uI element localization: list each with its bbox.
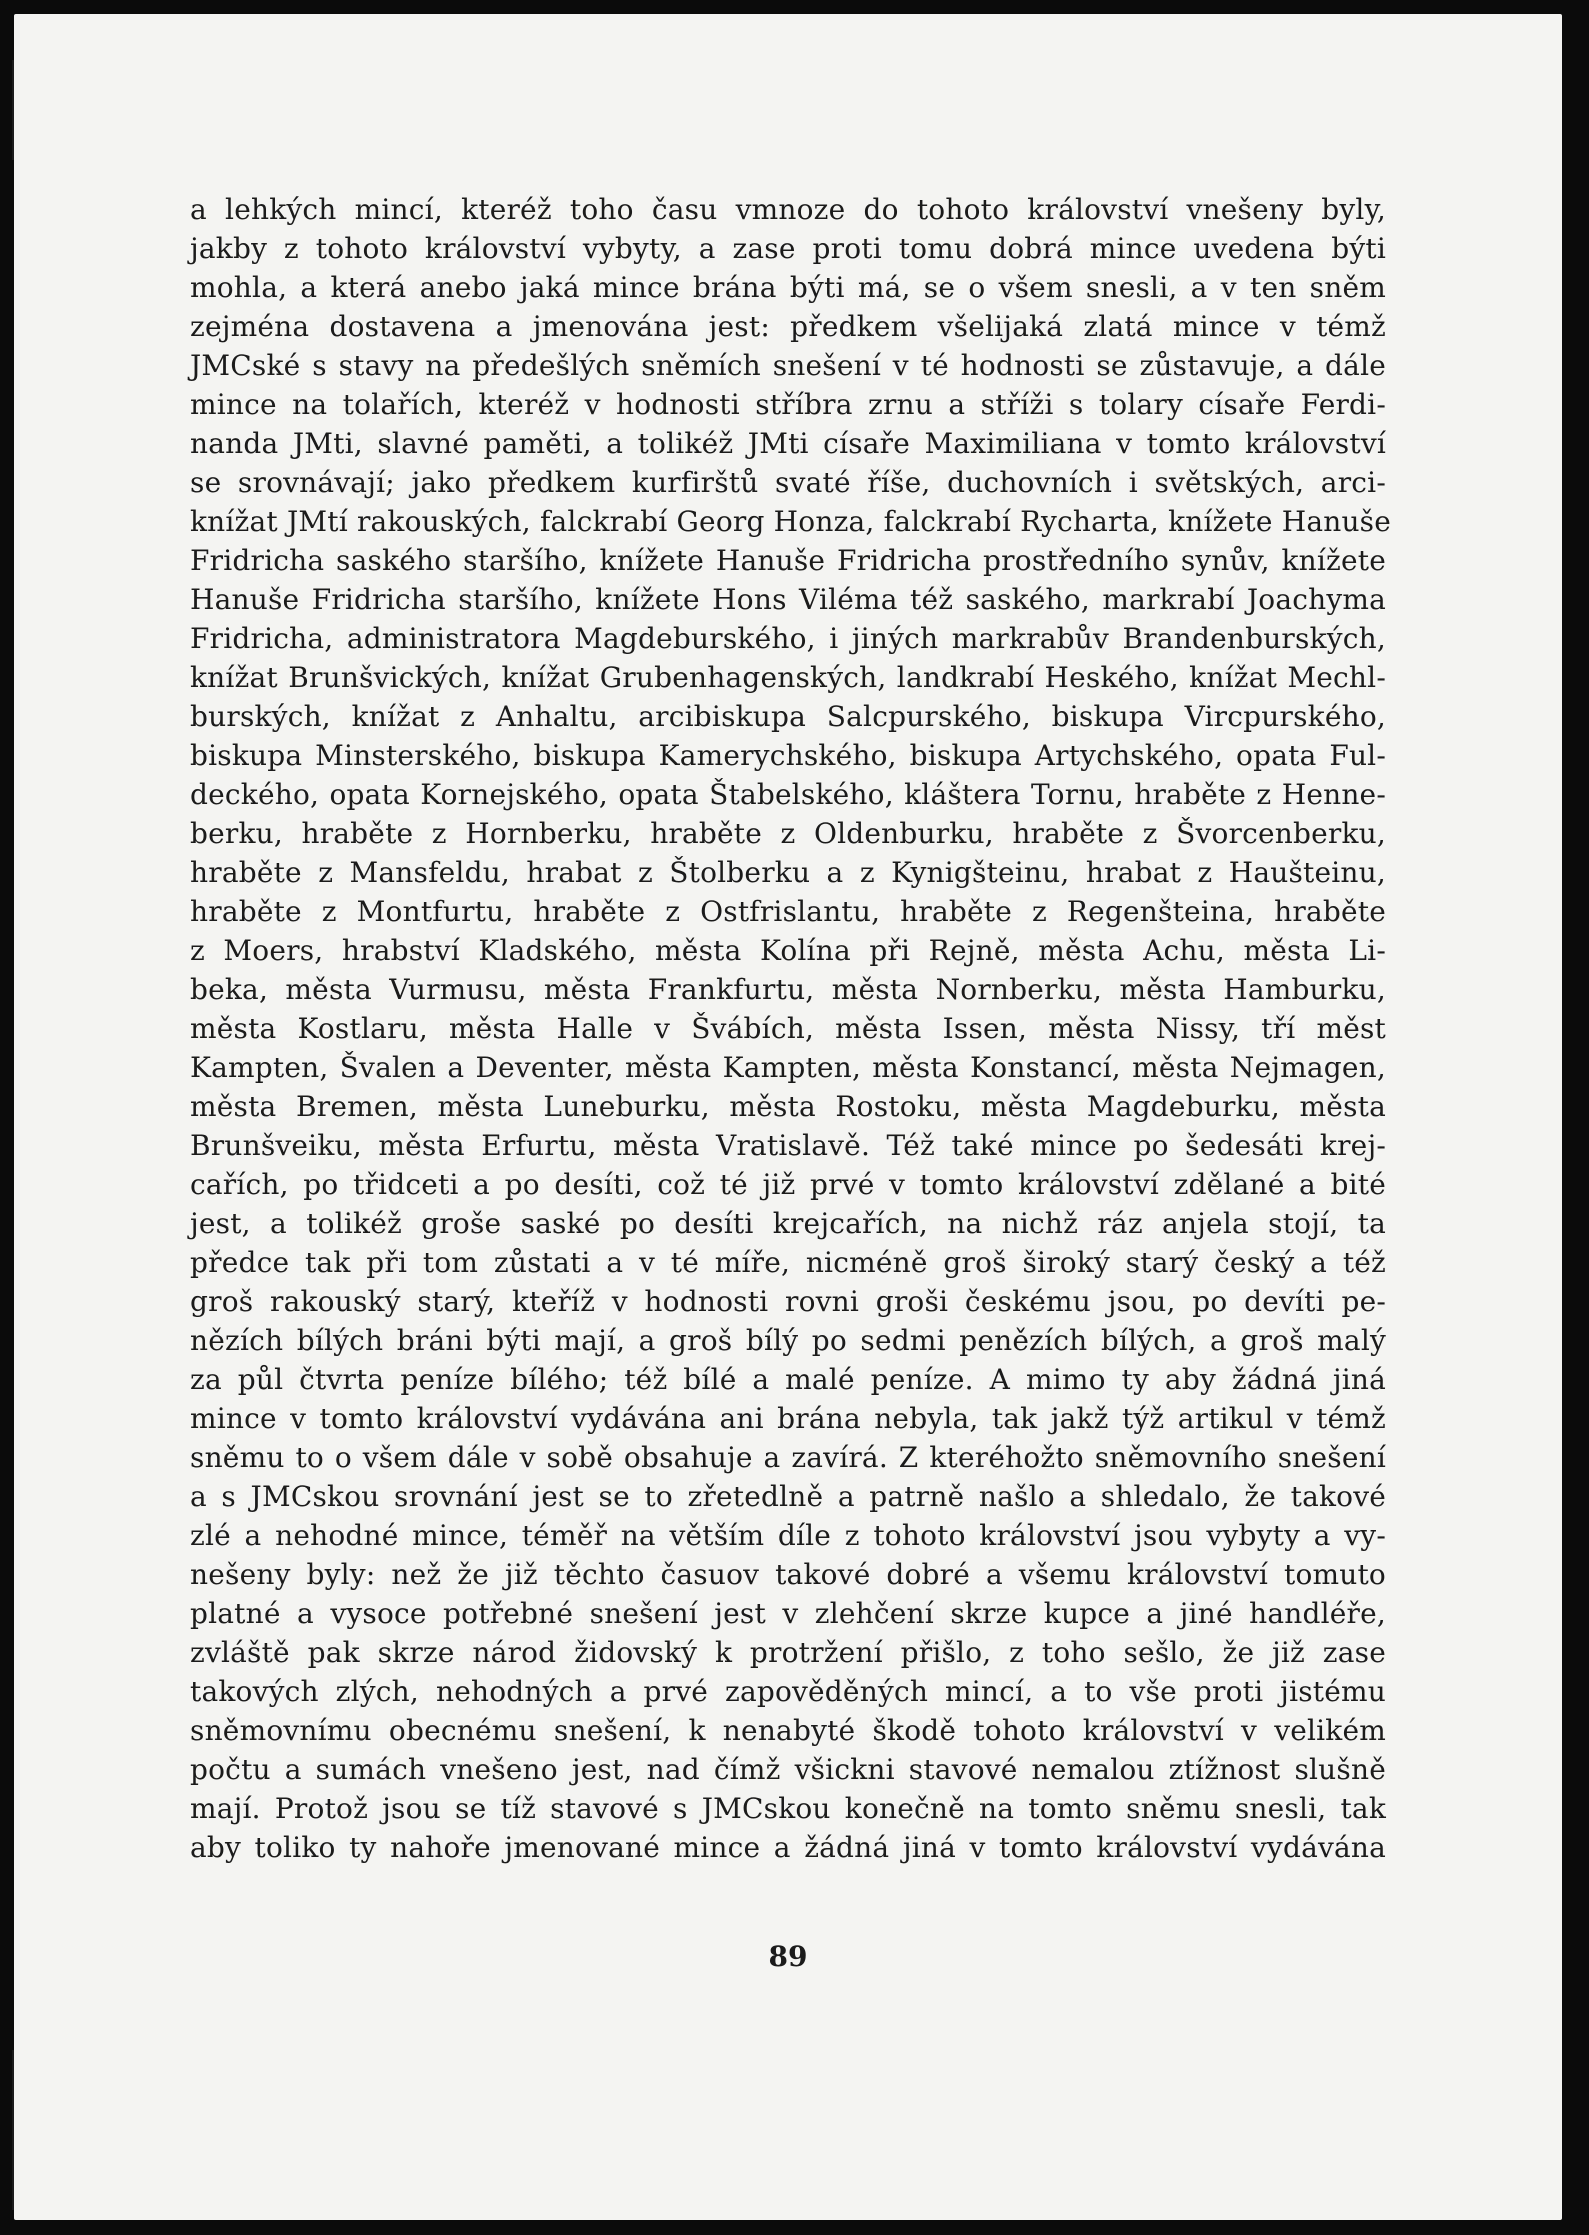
text-line: Kampten, Švalen a Deventer, města Kampten, města Konstancí, města Nejmagen, — [190, 1051, 1386, 1084]
text-line: knížat Brunšvických, knížat Grubenhagenských, landkrabí Heského, knížat Mechl- — [190, 661, 1386, 694]
text-line: předce tak při tom zůstati a v té míře, nicméně groš široký starý český a též — [190, 1246, 1386, 1279]
text-line: jakby z tohoto království vybyty, a zase proti tomu dobrá mince uvedena býti — [190, 232, 1386, 265]
text-line: za půl čtvrta peníze bílého; též bílé a malé peníze. A mimo ty aby žádná jiná — [190, 1363, 1386, 1396]
text-line: beka, města Vurmusu, města Frankfurtu, města Nornberku, města Hamburku, — [190, 973, 1386, 1006]
text-line: mince v tomto království vydávána ani brána nebyla, tak jakž týž artikul v témž — [190, 1402, 1386, 1435]
book-page — [14, 14, 1562, 2220]
text-line: počtu a sumách vnešeno jest, nad čímž všickni stavové nemalou ztížnost slušně — [190, 1753, 1386, 1786]
text-line: burských, knížat z Anhaltu, arcibiskupa Salcpurského, biskupa Vircpurského, — [190, 700, 1386, 733]
text-line: aby toliko ty nahoře jmenované mince a žádná jiná v tomto království vydávána — [190, 1831, 1386, 1864]
text-line: mohla, a která anebo jaká mince brána býti má, se o všem snesli, a v ten sněm — [190, 271, 1386, 304]
text-line: se srovnávají; jako předkem kurfirštů svaté říše, duchovních i světských, arci- — [190, 466, 1386, 499]
text-line: hraběte z Mansfeldu, hrabat z Štolberku a z Kynigšteinu, hrabat z Haušteinu, — [190, 856, 1386, 889]
text-line: mají. Protož jsou se tíž stavové s JMCskou konečně na tomto sněmu snesli, tak — [190, 1792, 1386, 1825]
text-line: sněmovnímu obecnému snešení, k nenabyté škodě tohoto království v velikém — [190, 1714, 1386, 1747]
text-line: a lehkých mincí, kteréž toho času vmnoze do tohoto království vnešeny byly, — [190, 193, 1386, 226]
text-line: Hanuše Fridricha staršího, knížete Hons Viléma též saského, markrabí Joachyma — [190, 583, 1386, 616]
text-line: a s JMCskou srovnání jest se to zřetedlně a patrně našlo a shledalo, že takové — [190, 1480, 1386, 1513]
text-line: jest, a tolikéž groše saské po desíti krejcařích, na nichž ráz anjela stojí, ta — [190, 1207, 1386, 1240]
text-line: groš rakouský starý, kteříž v hodnosti rovni groši českému jsou, po devíti pe- — [190, 1285, 1386, 1318]
text-line: biskupa Minsterského, biskupa Kamerychského, biskupa Artychského, opata Ful- — [190, 739, 1386, 772]
text-line: takových zlých, nehodných a prvé zapověděných mincí, a to vše proti jistému — [190, 1675, 1386, 1708]
text-line: Fridricha, administratora Magdeburského, i jiných markrabův Brandenburských, — [190, 622, 1386, 655]
text-line: deckého, opata Kornejského, opata Štabelského, kláštera Tornu, hraběte z Henne- — [190, 778, 1386, 811]
text-line: nešeny byly: než že již těchto časuov takové dobré a všemu království tomuto — [190, 1558, 1386, 1591]
text-line: JMCské s stavy na předešlých sněmích snešení v té hodnosti se zůstavuje, a dále — [190, 349, 1386, 382]
text-line: sněmu to o všem dále v sobě obsahuje a zavírá. Z kteréhožto sněmovního snešení — [190, 1441, 1386, 1474]
text-line: mince na tolařích, kteréž v hodnosti stříbra zrnu a stříži s tolary císaře Ferdi- — [190, 388, 1386, 421]
text-line: berku, hraběte z Hornberku, hraběte z Oldenburku, hraběte z Švorcenberku, — [190, 817, 1386, 850]
text-line: Brunšveiku, města Erfurtu, města Vratislavě. Též také mince po šedesáti krej- — [190, 1129, 1386, 1162]
text-line: nězích bílých bráni býti mají, a groš bílý po sedmi penězích bílých, a groš malý — [190, 1324, 1386, 1357]
text-line: z Moers, hrabství Kladského, města Kolína při Rejně, města Achu, města Li- — [190, 934, 1386, 967]
text-line: Fridricha saského staršího, knížete Hanuše Fridricha prostředního synův, knížete — [190, 544, 1386, 577]
text-line: knížat JMtí rakouských, falckrabí Georg Honza, falckrabí Rycharta, knížete Hanuše — [190, 505, 1392, 538]
text-line: cařích, po třidceti a po desíti, což té již prvé v tomto království zdělané a bité — [190, 1168, 1386, 1201]
text-line: hraběte z Montfurtu, hraběte z Ostfrislantu, hraběte z Regenšteina, hraběte — [190, 895, 1386, 928]
text-line: města Kostlaru, města Halle v Švábích, města Issen, města Nissy, tří měst — [190, 1012, 1386, 1045]
text-line: zvláště pak skrze národ židovský k protržení přišlo, z toho sešlo, že již zase — [190, 1636, 1386, 1669]
text-line: města Bremen, města Luneburku, města Rostoku, města Magdeburku, města — [190, 1090, 1386, 1123]
text-line: zlé a nehodné mince, téměř na větším díle z tohoto království jsou vybyty a vy- — [190, 1519, 1386, 1552]
text-line: zejména dostavena a jmenována jest: předkem všelijaká zlatá mince v témž — [190, 310, 1386, 343]
body-text — [190, 190, 1392, 1867]
text-line: platné a vysoce potřebné snešení jest v zlehčení skrze kupce a jiné handléře, — [190, 1597, 1386, 1630]
text-line: nanda JMti, slavné paměti, a tolikéž JMti císaře Maximiliana v tomto království — [190, 427, 1386, 460]
page-number: 89 — [768, 1940, 808, 1973]
